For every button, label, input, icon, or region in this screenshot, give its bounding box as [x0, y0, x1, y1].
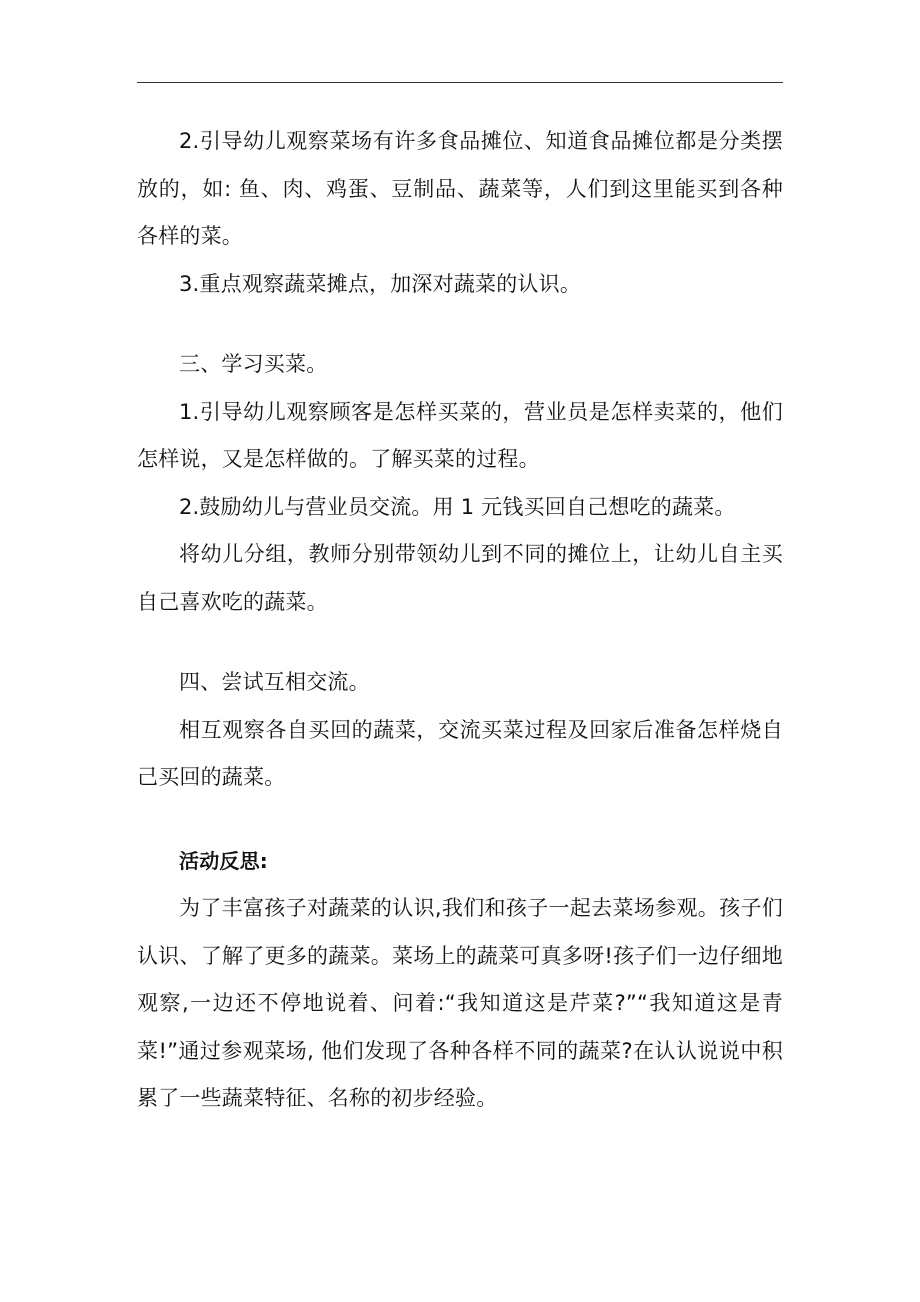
section-4-heading: 四、尝试互相交流。: [179, 670, 370, 694]
section-spacer: [137, 626, 783, 659]
section-4-text: 相互观察各自买回的蔬菜，交流买菜过程及回家后准备怎样烧自己买回的蔬菜。: [137, 717, 783, 789]
section-3-step-1: 1.引导幼儿观察顾客是怎样买菜的，营业员是怎样卖菜的，他们怎样说，又是怎样做的。了解买菜的过程。: [137, 399, 783, 471]
reflection-heading: 活动反思:: [179, 848, 268, 873]
step-2-observe-stalls: 2.引导幼儿观察菜场有许多食品摊位、知道食品摊位都是分类摆放的，如: 鱼、肉、鸡蛋、豆制品、蔬菜等，人们到这里能买到各种各样的菜。: [137, 129, 783, 248]
section-3-grouping: 将幼儿分组，教师分别带领幼儿到不同的摊位上，让幼儿自主买自己喜欢吃的蔬菜。: [137, 542, 783, 614]
reflection-text: 为了丰富孩子对蔬菜的认识,我们和孩子一起去菜场参观。孩子们认识、了解了更多的蔬菜。菜场上的蔬菜可真多呀!孩子们一边仔细地观察,一边还不停地说着、问着:“我知道这是芹菜?”“我知道这是青菜!”通过参观菜场, 他们发现了各种各样不同的蔬菜?在认认说说中积累了一些蔬菜特征、名称的初步经验。: [137, 896, 783, 1110]
header-rule: [137, 82, 783, 83]
section-3-step-2: 2.鼓励幼儿与营业员交流。用 1 元钱买回自己想吃的蔬菜。: [179, 494, 736, 519]
step-3-observe-vegetables: 3.重点观察蔬菜摊点，加深对蔬菜的认识。: [179, 271, 582, 296]
section-spacer: [137, 308, 783, 341]
section-3-heading: 三、学习买菜。: [179, 352, 328, 376]
document-body: [137, 118, 783, 1123]
section-spacer: [137, 802, 783, 838]
